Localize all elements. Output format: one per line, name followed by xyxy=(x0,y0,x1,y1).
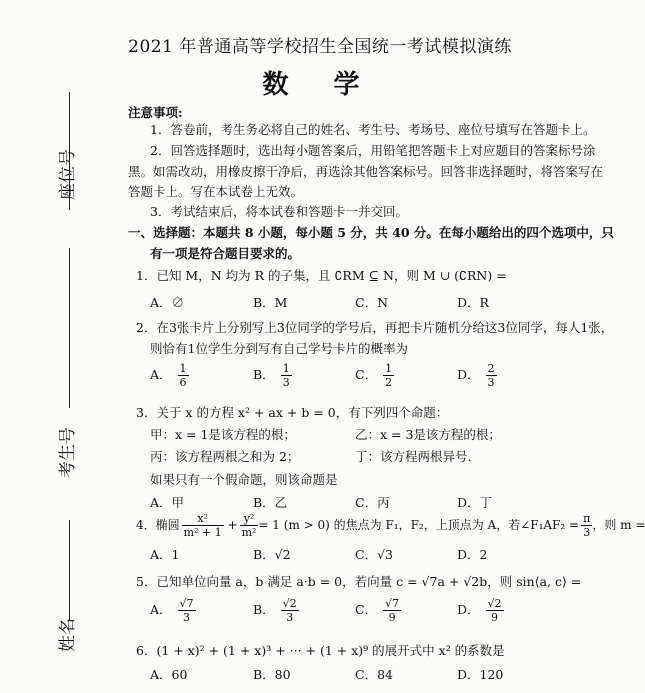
q1-option-a: A．∅ xyxy=(150,295,185,310)
q2-option-b: B． $\frac{1}{3}$ xyxy=(253,362,290,389)
notice-item-2: 2．回答选择题时，选出每小题答案后，用铅笔把答题卡上对应题目的答案标号涂 xyxy=(150,143,596,158)
q2-option-a: A． $\frac{1}{6}$ xyxy=(150,362,187,389)
q1-option-c: C．N xyxy=(355,295,389,310)
q6-option-b: B．80 xyxy=(253,667,291,682)
q2-option-c: C． $\frac{1}{2}$ xyxy=(355,362,393,389)
subject-title: 数 学 xyxy=(262,70,378,100)
q5-stem: 5．已知单位向量 a，b 满足 a·b = 0，若向量 c = √7a + √2b，则 sin⟨a, c⟩ = xyxy=(136,574,582,589)
exam-no-line xyxy=(69,248,70,408)
q6-stem: 6．(1 + x)² + (1 + x)³ + ··· + (1 + x)⁹ 的展开式中 x² 的系数是 xyxy=(136,643,505,658)
q5-option-d: D． $\frac{√2}{9}$ xyxy=(457,597,502,624)
q3-stem: 3．关于 x 的方程 x² + ax + b = 0，有下列四个命题： xyxy=(136,405,449,420)
notice-item-2-end: 答题卡上。写在本试卷上无效。 xyxy=(128,184,304,199)
q3-option-a: A．甲 xyxy=(150,495,185,510)
q3-option-b: B．乙 xyxy=(253,495,288,510)
q2-option-d: D． $\frac{2}{3}$ xyxy=(457,362,495,389)
notice-item-3: 3．考试结束后，将本试卷和答题卡一并交回。 xyxy=(150,204,408,219)
q6-option-a: A．60 xyxy=(150,667,188,682)
q6-option-d: D．120 xyxy=(457,667,504,682)
q5-option-c: C． $\frac{√7}{9}$ xyxy=(355,597,400,624)
q4-option-d: D．2 xyxy=(457,547,488,562)
q3-prop-ding: 丁：该方程两根异号. xyxy=(355,449,472,464)
q1-stem: 1．已知 M，N 均为 R 的子集，且 ∁RM ⊆ N，则 M ∪ (∁RN) = xyxy=(136,268,507,283)
seat-label: 座位号 xyxy=(58,149,78,200)
q5-option-a: A． $\frac{√7}{3}$ xyxy=(150,597,194,624)
q3-prop-jia: 甲：x = 1是该方程的根； xyxy=(150,427,296,442)
q3-option-c: C．丙 xyxy=(355,495,390,510)
q5-option-b: B． $\frac{√2}{3}$ xyxy=(253,597,297,624)
exam-title: 2021 年普通高等学校招生全国统一考试模拟演练 xyxy=(128,37,512,57)
name-label: 姓名 xyxy=(58,618,78,652)
q2-stem-cont: 则恰有1位学生分到写有自己学号卡片的概率为 xyxy=(150,341,408,356)
q4-option-a: A．1 xyxy=(150,547,180,562)
q3-ask: 如果只有一个假命题，则该命题是 xyxy=(150,472,338,487)
q1-option-b: B．M xyxy=(253,295,288,310)
q6-option-c: C．84 xyxy=(355,667,393,682)
q3-prop-bing: 丙：该方程两根之和为 2； xyxy=(150,449,300,464)
q4-option-b: B．√2 xyxy=(253,547,291,562)
section-header-cont: 有一项是符合题目要求的。 xyxy=(150,246,301,261)
notice-item-1: 1．答卷前，考生务必将自己的姓名、考生号、考场号、座位号填写在答题卡上。 xyxy=(150,122,596,137)
q4-option-c: C．√3 xyxy=(355,547,393,562)
notice-item-2-cont: 黑。如需改动，用橡皮擦干净后，再选涂其他答案标号。回答非选择题时，将答案写在 xyxy=(128,164,604,179)
q3-option-d: D．丁 xyxy=(457,495,493,510)
notice-heading: 注意事项: xyxy=(128,105,183,120)
q2-stem: 2．在3张卡片上分别写上3位同学的学号后，再把卡片随机分给这3位同学，每人1张， xyxy=(136,320,614,335)
q4-stem: 4．椭圆 $\frac{\text{x²}}{\text{m² + 1}}$ + $\frac{\text{y²}}{\text{m²}}$ = 1 (m > 0) 的焦点为 F₁，F₂，上顶点为 A，若∠F₁AF₂ = $\frac{\pi}{3}$ ，则 m = xyxy=(136,512,645,539)
q3-prop-yi: 乙：x = 3是该方程的根； xyxy=(355,427,501,442)
name-line xyxy=(69,520,70,620)
exam-no-label: 考生号 xyxy=(58,427,78,478)
section-header: 一、选择题：本题共 8 小题，每小题 5 分，共 40 分。在每小题给出的四个选项中，只 xyxy=(128,225,614,240)
q1-option-d: D．R xyxy=(457,295,489,310)
